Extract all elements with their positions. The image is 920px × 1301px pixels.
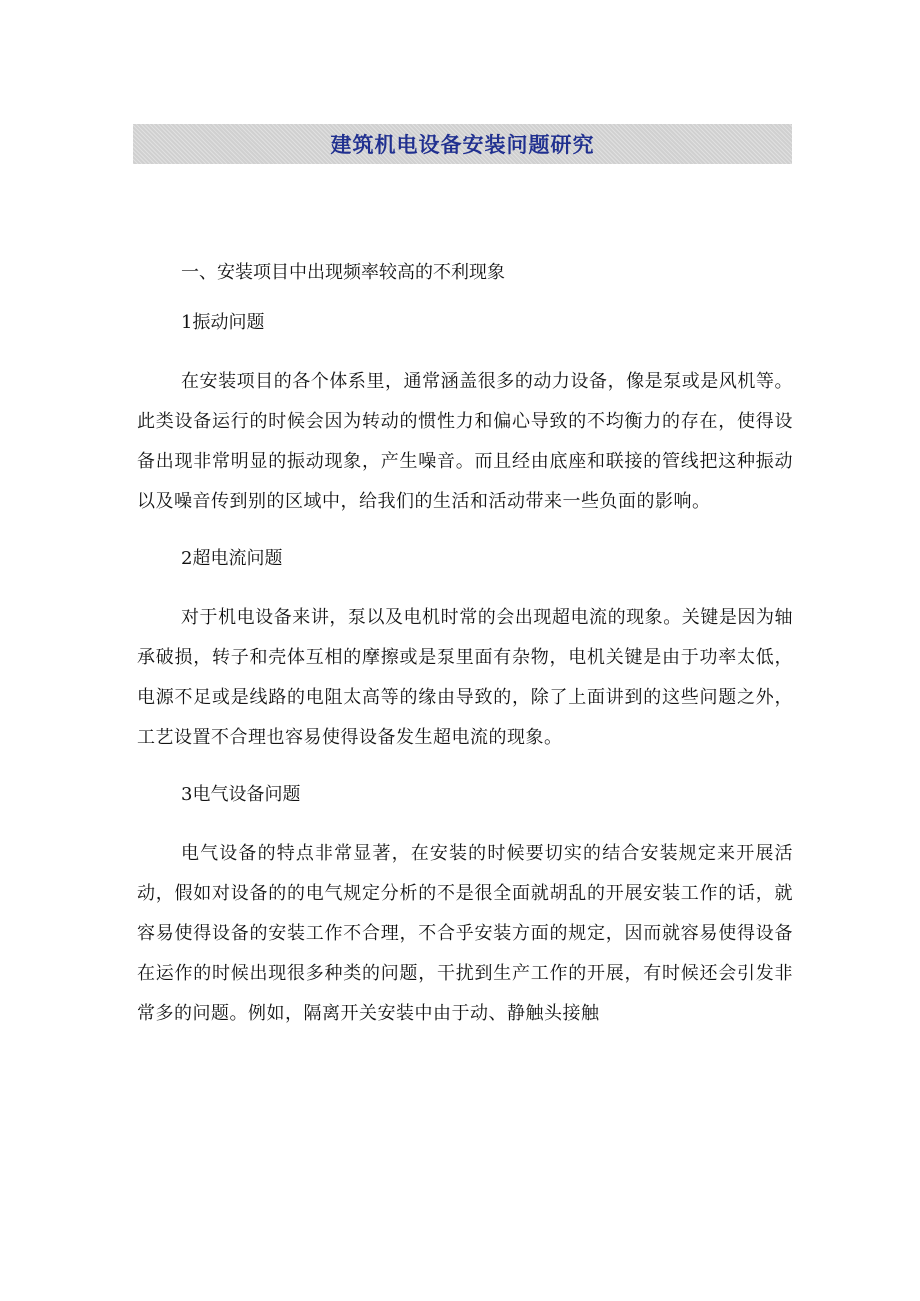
spacer [137, 522, 793, 544]
paragraph-2: 对于机电设备来讲，泵以及电机时常的会出现超电流的现象。关键是因为轴承破损，转子和壳体互相的摩擦或是泵里面有杂物，电机关键是由于功率太低，电源不足或是线路的电阻太高等的缘由导致的，除了上面讲到的这些问题之外，工艺设置不合理也容易使得设备发生超电流的现象。 [137, 607, 793, 748]
paragraph-3: 电气设备的特点非常显著，在安装的时候要切实的结合安装规定来开展活动，假如对设备的的电气规定分析的不是很全面就胡乱的开展安装工作的话，就容易使得设备的安装工作不合理，不合乎安装方面的规定，因而就容易使得设备在运作的时候出现很多种类的问题，干扰到生产工作的开展，有时候还会引发非常多的问题。例如，隔离开关安装中由于动、静触头接触 [137, 843, 793, 1024]
section-heading: 一、安装项目中出现频率较高的不利现象 [181, 262, 505, 283]
subsection-heading-2: 2超电流问题 [181, 548, 283, 569]
spacer [137, 758, 793, 780]
title-banner [133, 124, 792, 164]
subsection-heading-3: 3电气设备问题 [181, 784, 301, 805]
paragraph-1: 在安装项目的各个体系里，通常涵盖很多的动力设备，像是泵或是风机等。此类设备运行的时候会因为转动的惯性力和偏心导致的不均衡力的存在，使得设备出现非常明显的振动现象，产生噪音。而且经由底座和联接的管线把这种振动以及噪音传到别的区域中，给我们的生活和活动带来一些负面的影响。 [137, 371, 793, 512]
document-title: 建筑机电设备安装问题研究 [330, 133, 595, 157]
document-body [137, 258, 793, 1034]
subsection-heading-1: 1振动问题 [181, 312, 265, 333]
